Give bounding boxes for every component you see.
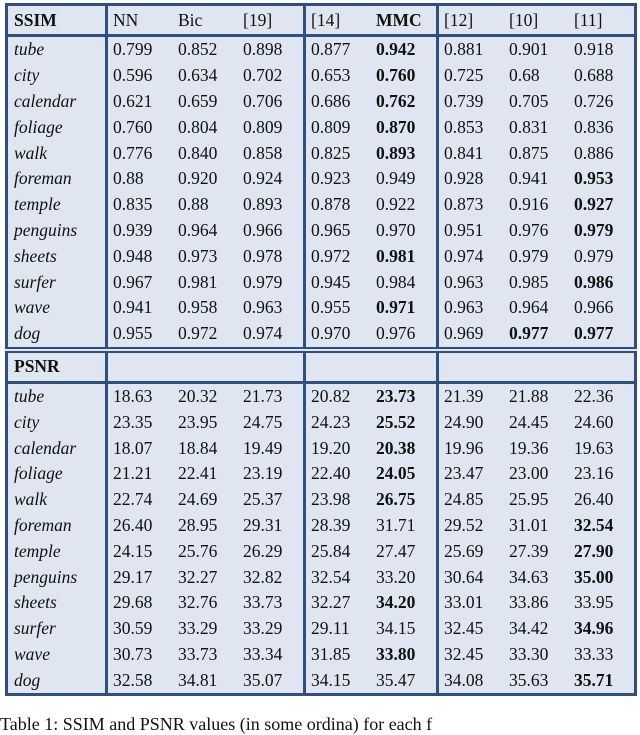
value-cell: 0.739 [444, 90, 484, 111]
value-cell: 32.27 [178, 566, 218, 587]
value-cell: 33.34 [243, 643, 283, 664]
sequence-name: foreman [7, 166, 107, 192]
value-cell: 0.870 [376, 116, 416, 137]
value-cell: 0.967 [113, 271, 153, 292]
value-cell: 24.69 [178, 489, 218, 510]
value-cell: 0.955 [311, 297, 351, 318]
value-cell: 25.37 [243, 489, 283, 510]
sequence-name: dog [7, 667, 107, 694]
value-cell: 0.966 [243, 219, 283, 240]
sequence-name: temple [7, 538, 107, 564]
table-header-row [7, 5, 636, 36]
table-row [7, 513, 636, 539]
value-cell: 0.970 [306, 321, 371, 350]
value-cell: 23.35 [113, 411, 153, 432]
table-row [7, 63, 636, 89]
value-cell: 18.63 [113, 385, 153, 406]
value-cell: 19.20 [311, 437, 351, 458]
value-cell: 0.878 [311, 194, 351, 215]
value-cell: 0.945 [311, 271, 351, 292]
value-cell: 0.966 [569, 295, 636, 321]
value-cell: 19.96 [444, 437, 484, 458]
sequence-name: surfer [7, 616, 107, 642]
value-cell: 0.653 [311, 65, 351, 86]
sequence-name: foliage [7, 114, 107, 140]
value-cell: 0.924 [243, 168, 283, 189]
value-cell: 29.11 [311, 618, 350, 639]
value-cell: 22.40 [311, 463, 351, 484]
value-cell: 33.29 [178, 618, 218, 639]
value-cell: 35.07 [238, 667, 305, 694]
value-cell: 19.49 [243, 437, 283, 458]
value-cell: 25.84 [311, 540, 351, 561]
table-row [7, 667, 636, 694]
value-cell: 0.840 [178, 142, 218, 163]
value-cell: 33.73 [243, 592, 283, 613]
value-cell: 21.88 [509, 385, 549, 406]
value-cell: 28.95 [178, 514, 218, 535]
value-cell: 0.881 [444, 39, 484, 60]
sequence-name: calendar [7, 89, 107, 115]
column-header [173, 350, 238, 383]
value-cell: 0.916 [509, 194, 549, 215]
column-header [306, 350, 371, 383]
value-cell: 27.90 [569, 538, 636, 564]
column-header [504, 350, 569, 383]
value-cell: 0.68 [509, 65, 540, 86]
column-header: NN [108, 5, 173, 36]
value-cell: 33.80 [376, 643, 416, 664]
value-cell: 23.95 [178, 411, 218, 432]
value-cell: 0.760 [376, 65, 416, 86]
value-cell: 0.852 [178, 39, 218, 60]
value-cell: 34.63 [509, 566, 549, 587]
table-row [7, 616, 636, 642]
value-cell: 29.17 [113, 566, 153, 587]
value-cell: 0.963 [444, 297, 484, 318]
value-cell: 0.979 [569, 218, 636, 244]
value-cell: 30.64 [444, 566, 484, 587]
value-cell: 24.05 [376, 463, 416, 484]
value-cell: 0.799 [113, 39, 153, 60]
value-cell: 35.63 [504, 667, 569, 694]
value-cell: 0.88 [178, 194, 209, 215]
value-cell: 0.809 [243, 116, 283, 137]
value-cell: 0.596 [113, 65, 153, 86]
table-row [7, 382, 636, 409]
table-row [7, 36, 636, 63]
value-cell: 0.953 [569, 166, 636, 192]
sequence-name: wave [7, 642, 107, 668]
value-cell: 23.73 [376, 385, 416, 406]
sequence-name: city [7, 409, 107, 435]
value-cell: 0.688 [569, 63, 636, 89]
value-cell: 0.88 [113, 168, 144, 189]
value-cell: 0.809 [311, 116, 351, 137]
value-cell: 33.73 [178, 643, 218, 664]
value-cell: 22.36 [569, 382, 636, 409]
value-cell: 19.36 [509, 437, 549, 458]
value-cell: 0.963 [243, 297, 283, 318]
value-cell: 0.858 [243, 142, 283, 163]
table-row [7, 114, 636, 140]
value-cell: 0.981 [178, 271, 218, 292]
value-cell: 29.52 [444, 514, 484, 535]
table-row [7, 642, 636, 668]
value-cell: 27.39 [509, 540, 549, 561]
table-row [7, 269, 636, 295]
value-cell: 0.979 [243, 271, 283, 292]
value-cell: 35.71 [569, 667, 636, 694]
table-header-row [7, 350, 636, 383]
value-cell: 0.969 [439, 321, 504, 350]
table-row [7, 321, 636, 350]
value-cell: 0.973 [178, 245, 218, 266]
value-cell: 0.964 [509, 297, 549, 318]
value-cell: 21.21 [113, 463, 153, 484]
value-cell: 0.831 [509, 116, 549, 137]
table-row [7, 461, 636, 487]
value-cell: 0.951 [444, 219, 484, 240]
value-cell: 34.81 [173, 667, 238, 694]
value-cell: 0.964 [178, 219, 218, 240]
table-row [7, 590, 636, 616]
results-table-container [5, 3, 637, 696]
value-cell: 33.86 [509, 592, 549, 613]
value-cell: 31.01 [509, 514, 549, 535]
value-cell: 26.29 [243, 540, 283, 561]
value-cell: 0.762 [376, 90, 416, 111]
table-row [7, 89, 636, 115]
value-cell: 32.27 [311, 592, 351, 613]
value-cell: 0.984 [376, 271, 416, 292]
table-row [7, 435, 636, 461]
value-cell: 33.01 [444, 592, 484, 613]
value-cell: 34.15 [376, 618, 416, 639]
value-cell: 29.68 [113, 592, 153, 613]
value-cell: 24.23 [311, 411, 351, 432]
value-cell: 25.52 [376, 411, 416, 432]
value-cell: 34.15 [306, 667, 371, 694]
value-cell: 0.893 [376, 142, 416, 163]
value-cell: 0.977 [569, 321, 636, 350]
value-cell: 0.804 [178, 116, 218, 137]
value-cell: 0.970 [376, 219, 416, 240]
value-cell: 20.38 [376, 437, 416, 458]
value-cell: 27.47 [376, 540, 416, 561]
value-cell: 23.19 [243, 463, 283, 484]
value-cell: 0.941 [113, 297, 153, 318]
value-cell: 0.634 [178, 65, 218, 86]
sequence-name: city [7, 63, 107, 89]
value-cell: 0.702 [243, 65, 283, 86]
value-cell: 0.725 [444, 65, 484, 86]
table-row [7, 166, 636, 192]
column-header: MMC [371, 5, 438, 36]
value-cell: 24.60 [569, 409, 636, 435]
column-header: [10] [504, 5, 569, 36]
sequence-name: calendar [7, 435, 107, 461]
value-cell: 19.63 [569, 435, 636, 461]
value-cell: 25.69 [444, 540, 484, 561]
value-cell: 0.971 [376, 297, 416, 318]
column-header: [19] [238, 5, 305, 36]
sequence-name: tube [7, 36, 107, 63]
value-cell: 0.981 [376, 245, 416, 266]
sequence-name: foreman [7, 513, 107, 539]
value-cell: 0.825 [311, 142, 351, 163]
value-cell: 21.39 [444, 385, 484, 406]
value-cell: 23.16 [569, 461, 636, 487]
sequence-name: walk [7, 487, 107, 513]
table-caption: Table 1: SSIM and PSNR values (in some ordina) for each f [0, 714, 433, 734]
value-cell: 0.986 [569, 269, 636, 295]
value-cell: 0.835 [113, 194, 153, 215]
value-cell: 28.39 [311, 514, 351, 535]
value-cell: 31.71 [376, 514, 416, 535]
value-cell: 29.31 [243, 514, 283, 535]
value-cell: 0.976 [509, 219, 549, 240]
value-cell: 35.47 [371, 667, 438, 694]
value-cell: 0.922 [376, 194, 416, 215]
sequence-name: penguins [7, 564, 107, 590]
value-cell: 0.955 [108, 321, 173, 350]
column-header [238, 350, 305, 383]
results-table [5, 3, 637, 696]
value-cell: 20.82 [311, 385, 351, 406]
value-cell: 26.40 [113, 514, 153, 535]
value-cell: 0.659 [178, 90, 218, 111]
column-header: [12] [439, 5, 504, 36]
value-cell: 33.20 [376, 566, 416, 587]
value-cell: 0.939 [113, 219, 153, 240]
value-cell: 0.686 [311, 90, 351, 111]
value-cell: 32.54 [311, 566, 351, 587]
value-cell: 23.47 [444, 463, 484, 484]
column-header: Bic [173, 5, 238, 36]
value-cell: 0.841 [444, 142, 484, 163]
column-header [371, 350, 438, 383]
value-cell: 0.976 [371, 321, 438, 350]
sequence-name: wave [7, 295, 107, 321]
value-cell: 0.893 [243, 194, 283, 215]
table-row [7, 140, 636, 166]
value-cell: 24.85 [444, 489, 484, 510]
value-cell: 0.875 [509, 142, 549, 163]
value-cell: 33.30 [509, 643, 549, 664]
value-cell: 30.59 [113, 618, 153, 639]
value-cell: 32.54 [569, 513, 636, 539]
value-cell: 0.977 [504, 321, 569, 350]
table-row [7, 487, 636, 513]
value-cell: 33.95 [569, 590, 636, 616]
value-cell: 35.00 [569, 564, 636, 590]
value-cell: 30.73 [113, 643, 153, 664]
value-cell: 0.928 [444, 168, 484, 189]
sequence-name: foliage [7, 461, 107, 487]
value-cell: 25.95 [509, 489, 549, 510]
value-cell: 0.877 [311, 39, 351, 60]
value-cell: 18.84 [178, 437, 218, 458]
value-cell: 32.58 [108, 667, 173, 694]
value-cell: 24.90 [444, 411, 484, 432]
sequence-name: sheets [7, 590, 107, 616]
value-cell: 0.920 [178, 168, 218, 189]
value-cell: 23.00 [509, 463, 549, 484]
value-cell: 32.76 [178, 592, 218, 613]
value-cell: 26.75 [376, 489, 416, 510]
value-cell: 22.41 [178, 463, 218, 484]
value-cell: 0.972 [173, 321, 238, 350]
value-cell: 0.621 [113, 90, 153, 111]
value-cell: 25.76 [178, 540, 218, 561]
value-cell: 24.75 [243, 411, 283, 432]
value-cell: 34.96 [569, 616, 636, 642]
value-cell: 34.20 [376, 592, 416, 613]
column-header: [11] [569, 5, 636, 36]
value-cell: 33.33 [569, 642, 636, 668]
value-cell: 0.918 [569, 36, 636, 63]
sequence-name: penguins [7, 218, 107, 244]
value-cell: 0.927 [569, 192, 636, 218]
metric-label: PSNR [7, 350, 107, 383]
value-cell: 22.74 [113, 489, 153, 510]
value-cell: 0.901 [509, 39, 549, 60]
value-cell: 21.73 [243, 385, 283, 406]
sequence-name: walk [7, 140, 107, 166]
table-row [7, 218, 636, 244]
sequence-name: temple [7, 192, 107, 218]
value-cell: 0.706 [243, 90, 283, 111]
value-cell: 0.886 [569, 140, 636, 166]
value-cell: 0.873 [444, 194, 484, 215]
value-cell: 0.972 [311, 245, 351, 266]
value-cell: 0.941 [509, 168, 549, 189]
metric-label: SSIM [7, 5, 107, 36]
value-cell: 0.853 [444, 116, 484, 137]
value-cell: 0.898 [243, 39, 283, 60]
value-cell: 18.07 [113, 437, 153, 458]
value-cell: 0.726 [569, 89, 636, 115]
value-cell: 32.45 [444, 643, 484, 664]
column-header: [14] [306, 5, 371, 36]
value-cell: 34.42 [509, 618, 549, 639]
value-cell: 34.08 [439, 667, 504, 694]
value-cell: 0.978 [243, 245, 283, 266]
value-cell: 23.98 [311, 489, 351, 510]
sequence-name: tube [7, 382, 107, 409]
sequence-name: sheets [7, 243, 107, 269]
value-cell: 0.985 [509, 271, 549, 292]
table-row [7, 538, 636, 564]
value-cell: 24.45 [509, 411, 549, 432]
column-header [569, 350, 636, 383]
value-cell: 0.836 [569, 114, 636, 140]
value-cell: 0.776 [113, 142, 153, 163]
value-cell: 33.29 [243, 618, 283, 639]
value-cell: 0.760 [113, 116, 153, 137]
value-cell: 0.963 [444, 271, 484, 292]
value-cell: 0.974 [444, 245, 484, 266]
value-cell: 31.85 [311, 643, 351, 664]
table-row [7, 409, 636, 435]
table-row [7, 243, 636, 269]
table-row [7, 564, 636, 590]
value-cell: 0.979 [569, 243, 636, 269]
sequence-name: dog [7, 321, 107, 350]
value-cell: 0.949 [376, 168, 416, 189]
value-cell: 24.15 [113, 540, 153, 561]
sequence-name: surfer [7, 269, 107, 295]
value-cell: 0.923 [311, 168, 351, 189]
column-header [108, 350, 173, 383]
value-cell: 0.979 [509, 245, 549, 266]
value-cell: 0.948 [113, 245, 153, 266]
table-row [7, 192, 636, 218]
value-cell: 0.705 [509, 90, 549, 111]
column-header [439, 350, 504, 383]
value-cell: 32.45 [444, 618, 484, 639]
value-cell: 26.40 [569, 487, 636, 513]
value-cell: 32.82 [243, 566, 283, 587]
value-cell: 20.32 [178, 385, 218, 406]
value-cell: 0.965 [311, 219, 351, 240]
value-cell: 0.958 [178, 297, 218, 318]
value-cell: 0.942 [376, 39, 416, 60]
value-cell: 0.974 [238, 321, 305, 350]
table-row [7, 295, 636, 321]
